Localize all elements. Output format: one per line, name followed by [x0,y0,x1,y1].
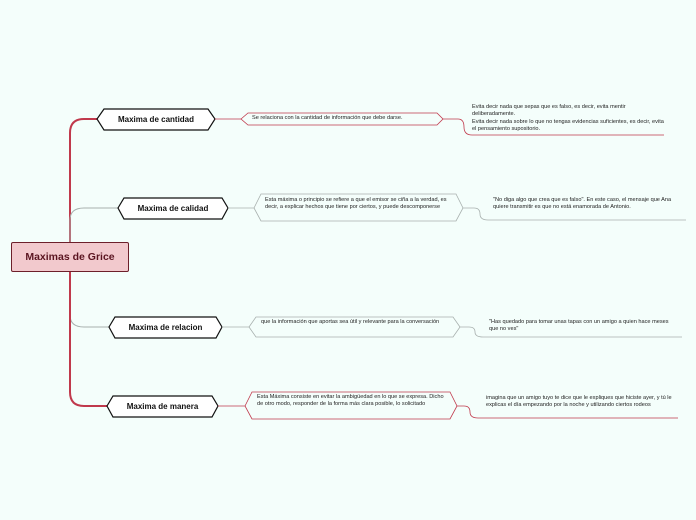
branch-relacion[interactable] [109,317,222,338]
branch-cantidad-label: Maxima de cantidad [117,115,195,124]
example-manera: imagina que un amigo tuyo te dice que le expliques que hiciste ayer, y tú le explicas el día empezando por la noche y utilizando ciertos rodeos [486,395,672,409]
root-topic[interactable] [11,242,129,272]
example-cantidad: Evita decir nada que sepas que es falso, es decir, evita mentir deliberadamente. Evita decir nada sobre lo que no tengas evidencias suficientes, es decir, evita el pensamiento supositorio. [472,104,664,133]
description-manera: Esta Máxima consiste en evitar la ambigüedad en lo que se expresa. Dicho de otro modo, responder de la forma más clara posible, lo solicitado [257,394,444,408]
example-relacion: "Has quedado para tomar unas tapas con un amigo a quien hace meses que no ves" [489,319,669,333]
description-cantidad: Se relaciona con la cantidad de información que debe darse. [252,115,403,121]
branch-cantidad[interactable] [97,109,215,130]
branch-manera-label: Maxima de manera [126,402,199,411]
connector-manera [70,272,107,406]
branch-calidad-label: Maxima de calidad [137,204,209,213]
branch-relacion-label: Maxima de relacion [128,323,203,332]
description-relacion: que la información que aportas sea útil y relevante para la conversación [261,319,440,325]
branch-manera[interactable] [107,396,218,417]
description-calidad: Esta máxima o principio se refiere a que el emisor se ciña a la verdad, es decir, a explicar hechos que tiene por ciertos, y puede descomponerse [265,197,447,211]
connector-calidad [70,208,118,243]
connector-relacion [70,272,109,327]
connector-cantidad [70,119,98,243]
branch-calidad[interactable] [118,198,228,219]
example-calidad: "No diga algo que crea que es falso". En este caso, el mensaje que Ana quiere transmitir es que no está enamorada de Antonio. [493,197,672,211]
root-topic-label: Maximas de Grice [25,251,115,263]
